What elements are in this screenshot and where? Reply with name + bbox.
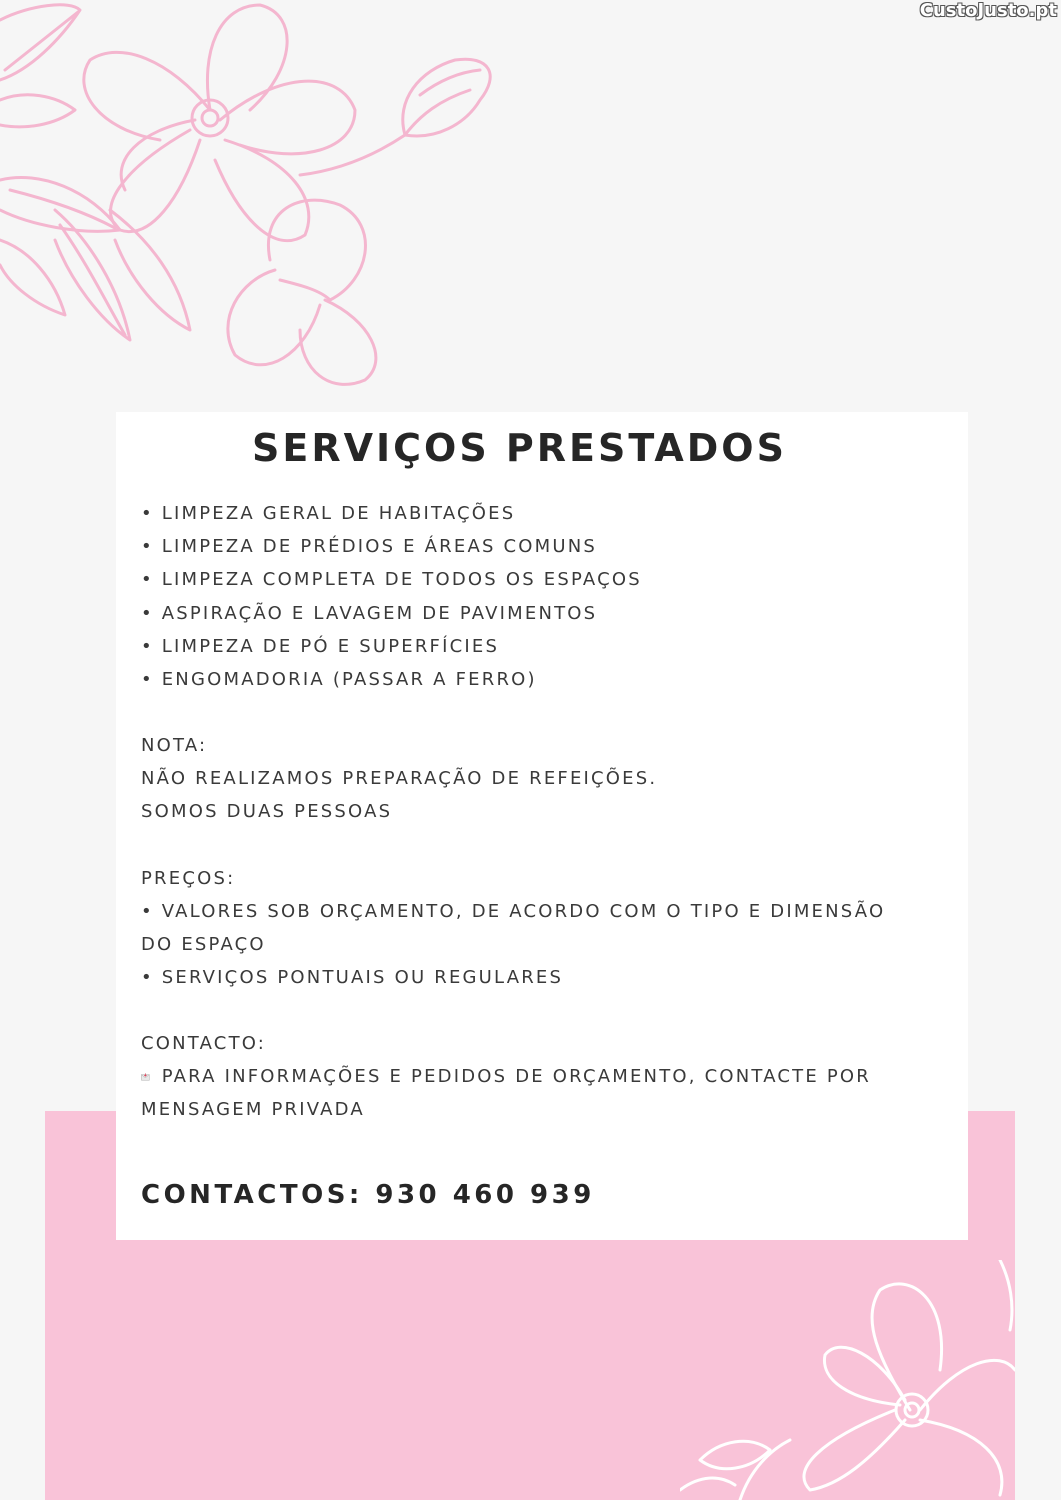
contacto-line: PARA INFORMAÇÕES E PEDIDOS DE ORÇAMENTO, CONTACTE POR xyxy=(161,1066,871,1087)
precos-line: • SERVIÇOS PONTUAIS OU REGULARES xyxy=(141,967,564,988)
service-item: • ENGOMADORIA (PASSAR A FERRO) xyxy=(141,669,537,690)
contacto-line: MENSAGEM PRIVADA xyxy=(141,1099,365,1120)
phone-contact: CONTACTOS: 930 460 939 xyxy=(141,1180,595,1210)
envelope-icon xyxy=(141,1068,150,1086)
services-card xyxy=(116,412,968,1240)
precos-heading: PREÇOS: xyxy=(141,868,236,889)
page-title: SERVIÇOS PRESTADOS xyxy=(252,426,787,470)
precos-line: DO ESPAÇO xyxy=(141,934,266,955)
nota-line: SOMOS DUAS PESSOAS xyxy=(141,801,393,822)
floral-illustration-top xyxy=(0,0,520,400)
precos-line: • VALORES SOB ORÇAMENTO, DE ACORDO COM O TIPO E DIMENSÃO xyxy=(141,901,886,922)
service-item: • LIMPEZA GERAL DE HABITAÇÕES xyxy=(141,503,516,524)
nota-heading: NOTA: xyxy=(141,735,208,756)
floral-illustration-bottom xyxy=(680,1260,1015,1500)
service-item: • ASPIRAÇÃO E LAVAGEM DE PAVIMENTOS xyxy=(141,603,598,624)
service-item: • LIMPEZA DE PÓ E SUPERFÍCIES xyxy=(141,636,500,657)
service-item: • LIMPEZA DE PRÉDIOS E ÁREAS COMUNS xyxy=(141,536,598,557)
nota-line: NÃO REALIZAMOS PREPARAÇÃO DE REFEIÇÕES. xyxy=(141,768,658,789)
service-item: • LIMPEZA COMPLETA DE TODOS OS ESPAÇOS xyxy=(141,569,642,590)
contacto-heading: CONTACTO: xyxy=(141,1033,267,1054)
custojusto-watermark: CustoJusto.pt xyxy=(919,0,1057,21)
contacto-line-row xyxy=(141,1066,871,1088)
